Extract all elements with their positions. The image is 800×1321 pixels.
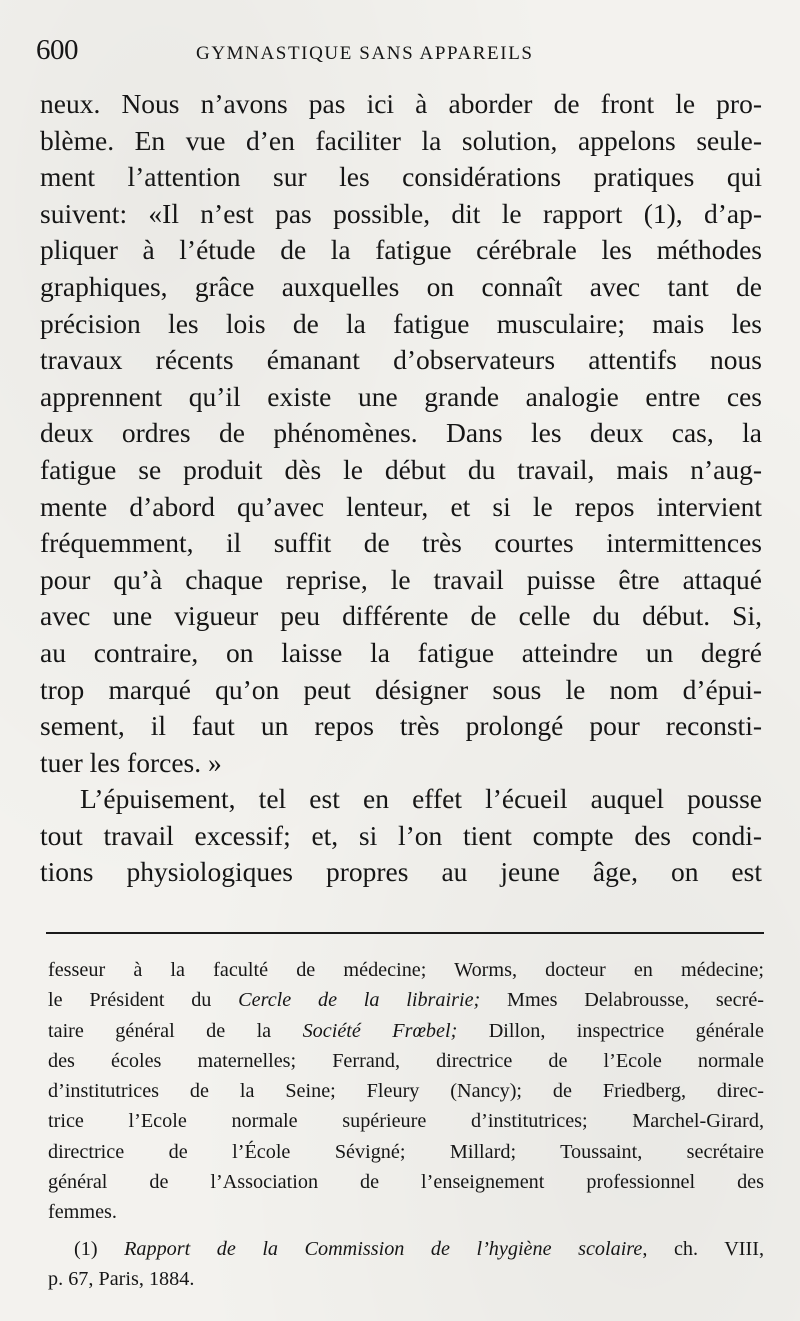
text-line: travaux récents émanant d’observateurs attentifs nous bbox=[40, 344, 762, 376]
footnote-segment: Mmes Delabrousse, secré- bbox=[480, 989, 765, 1012]
text-line: L’épuisement, tel est en effet l’écueil auquel pousse bbox=[80, 783, 762, 815]
text-line: graphiques, grâce auxquelles on connaît avec tant de bbox=[40, 270, 762, 302]
footnote-line bbox=[48, 985, 764, 1015]
footnote-line: des écoles maternelles; Ferrand, directrice de l’Ecole normale bbox=[48, 1049, 764, 1072]
footnote-marker: (1) bbox=[74, 1237, 125, 1260]
footnote-line: fesseur à la faculté de médecine; Worms, docteur en médecine; bbox=[48, 959, 764, 981]
footnote-line: général de l’Association de l’enseignement professionnel des bbox=[48, 1171, 764, 1194]
footnote-line: femmes. bbox=[48, 1201, 117, 1224]
text-line: deux ordres de phénomènes. Dans les deux cas, la bbox=[40, 417, 762, 449]
footnote-line bbox=[48, 1016, 764, 1046]
text-line: neux. Nous n’avons pas ici à aborder de front le pro- bbox=[40, 88, 762, 119]
text-line: apprennent qu’il existe une grande analogie entre ces bbox=[40, 380, 762, 412]
text-line: fréquemment, il suffit de très courtes intermittences bbox=[40, 527, 762, 559]
text-line: pliquer à l’étude de la fatigue cérébrale les méthodes bbox=[40, 234, 762, 266]
text-line: trop marqué qu’on peut désigner sous le nom d’épui- bbox=[40, 673, 762, 705]
running-title: GYMNASTIQUE SANS APPAREILS bbox=[196, 43, 534, 64]
text-line: mente d’abord qu’avec lenteur, et si le repos intervient bbox=[40, 490, 762, 522]
footnote-line: p. 67, Paris, 1884. bbox=[48, 1267, 195, 1290]
text-line: au contraire, on laisse la fatigue atteindre un degré bbox=[40, 636, 762, 668]
text-line: tuer les forces. » bbox=[40, 746, 222, 778]
footnote-line: d’institutrices de la Seine; Fleury (Nancy); de Friedberg, direc- bbox=[48, 1080, 764, 1103]
text-line: ment l’attention sur les considérations pratiques qui bbox=[40, 161, 762, 193]
footnote-segment: le Président du bbox=[48, 989, 239, 1012]
footnote-segment: , ch. VIII, bbox=[642, 1237, 764, 1260]
text-line: sement, il faut un repos très prolongé pour reconsti- bbox=[40, 710, 762, 742]
main-text bbox=[40, 86, 762, 891]
text-line: avec une vigueur peu différente de celle du début. Si, bbox=[40, 600, 762, 632]
page-number: 600 bbox=[36, 34, 78, 66]
text-line: blème. En vue d’en faciliter la solution, appelons seule- bbox=[40, 124, 762, 156]
footnote-italic-title: Rapport de la Commission de l’hygiène scolaire bbox=[124, 1237, 643, 1260]
footnote-italic-title: Cercle de la librairie; bbox=[238, 989, 481, 1012]
text-line: tout travail excessif; et, si l’on tient compte des condi- bbox=[40, 819, 762, 851]
footnote-segment: taire général de la bbox=[48, 1019, 303, 1042]
text-line: tions physiologiques propres au jeune âge, on est bbox=[40, 856, 762, 888]
running-head bbox=[36, 34, 764, 74]
footnote-line: directrice de l’École Sévigné; Millard; Toussaint, secrétaire bbox=[48, 1140, 764, 1163]
footnote-segment: Dillon, inspectrice générale bbox=[457, 1019, 764, 1042]
text-line: fatigue se produit dès le début du travail, mais n’aug- bbox=[40, 453, 762, 485]
text-line: suivent: «Il n’est pas possible, dit le rapport (1), d’ap- bbox=[40, 197, 762, 229]
footnote-italic-title: Société Frœbel; bbox=[302, 1019, 458, 1042]
footnote-divider bbox=[46, 932, 764, 934]
footnotes bbox=[48, 955, 764, 1294]
text-line: pour qu’à chaque reprise, le travail puisse être attaqué bbox=[40, 563, 762, 595]
footnote-reference bbox=[48, 1234, 764, 1264]
text-line: précision les lois de la fatigue musculaire; mais les bbox=[40, 307, 762, 339]
footnote-line: trice l’Ecole normale supérieure d’institutrices; Marchel-Girard, bbox=[48, 1110, 764, 1133]
